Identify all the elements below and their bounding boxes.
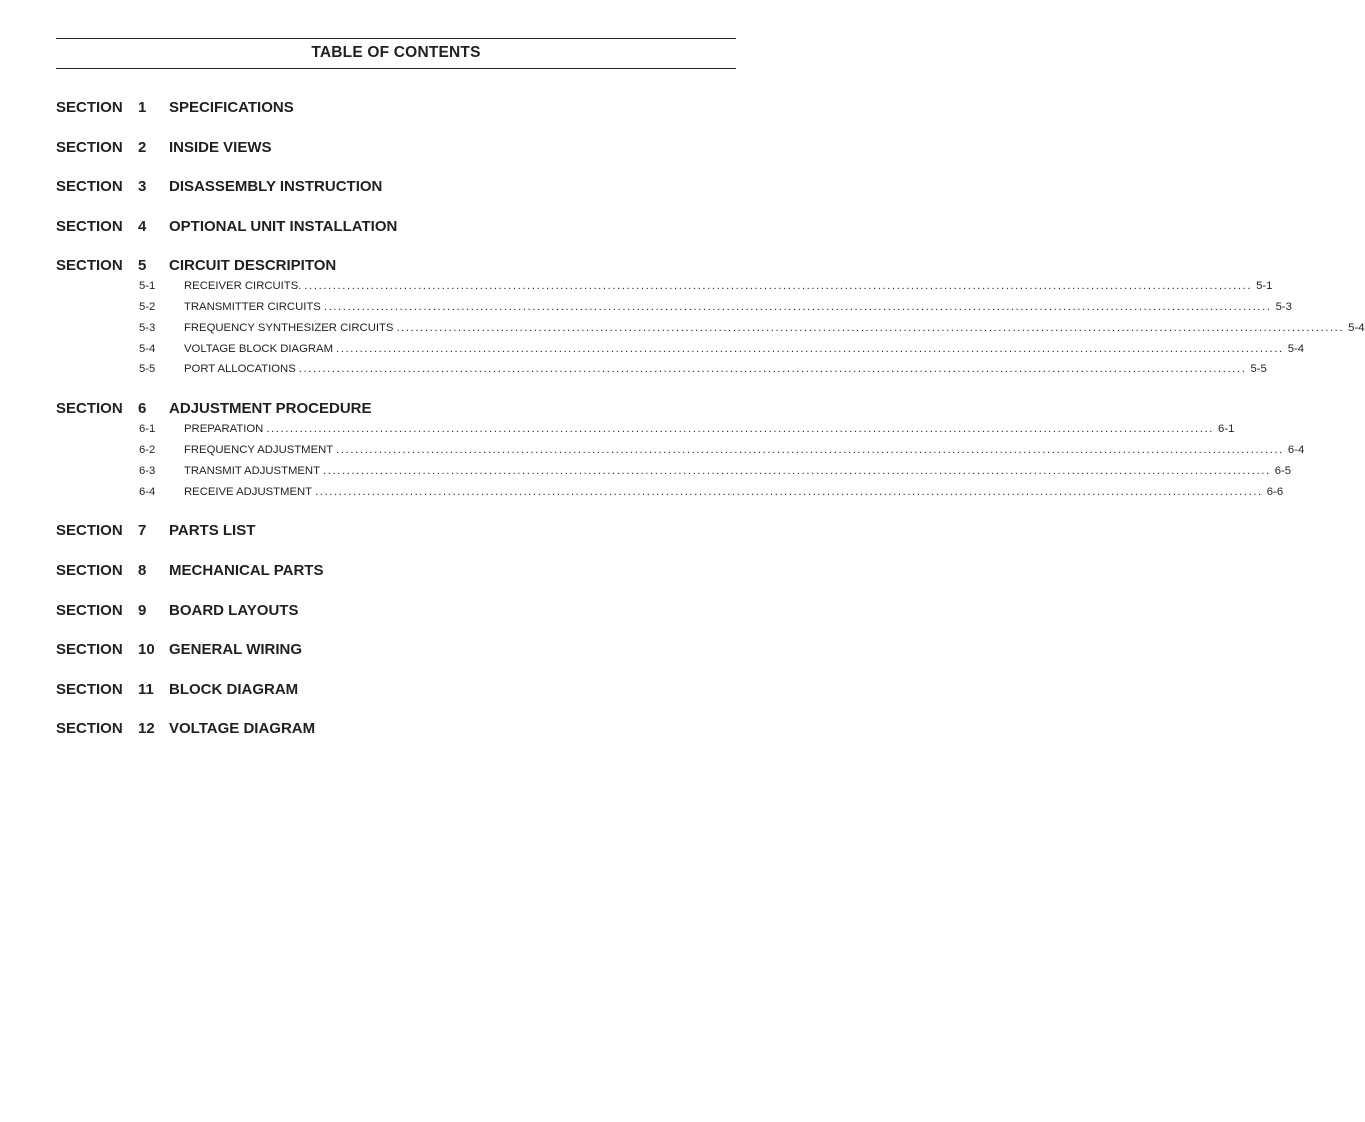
entry-number: 5-3 bbox=[139, 322, 156, 334]
entry-page: 5-4 bbox=[1348, 322, 1365, 334]
section-title: CIRCUIT DESCRIPITON bbox=[169, 257, 337, 274]
dot-leader: ........................................................................................................................................................................................................ bbox=[336, 444, 1284, 456]
entry-title: FREQUENCY ADJUSTMENT bbox=[184, 444, 334, 456]
section-number: 4 bbox=[138, 218, 147, 235]
entry-title: TRANSMITTER CIRCUITS bbox=[184, 301, 321, 313]
section-number: 7 bbox=[138, 522, 147, 539]
entry-page: 5-4 bbox=[1287, 343, 1305, 355]
section-title: BLOCK DIAGRAM bbox=[169, 681, 299, 698]
section-label: SECTION bbox=[56, 400, 123, 417]
section-title: OPTIONAL UNIT INSTALLATION bbox=[169, 218, 398, 235]
section-label: SECTION bbox=[56, 257, 123, 274]
dot-leader: ........................................................................................................................................................................................................ bbox=[304, 280, 1253, 292]
section-label: SECTION bbox=[56, 562, 123, 579]
entry-title: FREQUENCY SYNTHESIZER CIRCUITS bbox=[184, 322, 394, 334]
section-label: SECTION bbox=[56, 602, 123, 619]
section-number: 11 bbox=[138, 681, 154, 698]
entry-page: 6-5 bbox=[1274, 465, 1292, 477]
section-number: 5 bbox=[138, 257, 147, 274]
entry-page: 6-4 bbox=[1287, 444, 1305, 456]
section-number: 2 bbox=[138, 139, 147, 156]
section-label: SECTION bbox=[56, 139, 123, 156]
section-label: SECTION bbox=[56, 178, 123, 195]
section-number: 10 bbox=[138, 641, 155, 658]
entry-number: 6-3 bbox=[139, 465, 156, 477]
section-label: SECTION bbox=[56, 522, 123, 539]
entry-number: 5-1 bbox=[139, 280, 156, 292]
section-label: SECTION bbox=[56, 99, 123, 116]
entry-page: 5-3 bbox=[1275, 301, 1292, 313]
section-title: INSIDE VIEWS bbox=[169, 139, 272, 156]
entry-title: RECEIVER CIRCUITS. bbox=[184, 280, 302, 292]
entry-page: 5-1 bbox=[1256, 280, 1273, 292]
section-title: MECHANICAL PARTS bbox=[169, 562, 324, 579]
section-label: SECTION bbox=[56, 681, 123, 698]
entry-page: 6-1 bbox=[1218, 423, 1235, 435]
section-number: 9 bbox=[138, 602, 147, 619]
section-number: 12 bbox=[138, 720, 155, 737]
section-label: SECTION bbox=[56, 641, 123, 658]
section-title: DISASSEMBLY INSTRUCTION bbox=[169, 178, 383, 195]
entry-number: 5-2 bbox=[139, 301, 156, 313]
dot-leader: ........................................................................................................................................................................................................ bbox=[396, 322, 1345, 334]
entry-page: 5-5 bbox=[1250, 363, 1267, 375]
entry-number: 5-5 bbox=[139, 363, 156, 375]
entry-page: 6-6 bbox=[1266, 486, 1284, 498]
page-title: TABLE OF CONTENTS bbox=[311, 44, 481, 61]
section-title: SPECIFICATIONS bbox=[169, 99, 294, 116]
dot-leader: ........................................................................................................................................................................................................ bbox=[266, 423, 1215, 435]
dot-leader: ........................................................................................................................................................................................................ bbox=[335, 343, 1284, 355]
section-number: 1 bbox=[138, 99, 147, 116]
title-underline bbox=[56, 68, 736, 69]
section-title: VOLTAGE DIAGRAM bbox=[169, 720, 316, 737]
entry-title: RECEIVE ADJUSTMENT bbox=[184, 486, 313, 498]
entry-number: 6-4 bbox=[139, 486, 156, 498]
section-title: ADJUSTMENT PROCEDURE bbox=[169, 400, 372, 417]
dot-leader: ........................................................................................................................................................................................................ bbox=[323, 465, 1271, 477]
dot-leader: ........................................................................................................................................................................................................ bbox=[315, 486, 1263, 498]
section-label: SECTION bbox=[56, 720, 123, 737]
section-title: GENERAL WIRING bbox=[169, 641, 303, 658]
entry-title: TRANSMIT ADJUSTMENT bbox=[184, 465, 320, 477]
section-title: BOARD LAYOUTS bbox=[169, 602, 299, 619]
dot-leader: ........................................................................................................................................................................................................ bbox=[323, 301, 1272, 313]
top-rule bbox=[56, 38, 736, 39]
section-number: 6 bbox=[138, 400, 147, 417]
entry-title: VOLTAGE BLOCK DIAGRAM bbox=[184, 343, 333, 355]
dot-leader: ........................................................................................................................................................................................................ bbox=[298, 363, 1247, 375]
section-number: 3 bbox=[138, 178, 147, 195]
entry-title: PREPARATION bbox=[184, 423, 264, 435]
entry-title: PORT ALLOCATIONS bbox=[184, 363, 296, 375]
section-label: SECTION bbox=[56, 218, 123, 235]
entry-number: 5-4 bbox=[139, 343, 156, 355]
section-number: 8 bbox=[138, 562, 147, 579]
entry-number: 6-1 bbox=[139, 423, 156, 435]
entry-number: 6-2 bbox=[139, 444, 156, 456]
section-title: PARTS LIST bbox=[169, 522, 256, 539]
